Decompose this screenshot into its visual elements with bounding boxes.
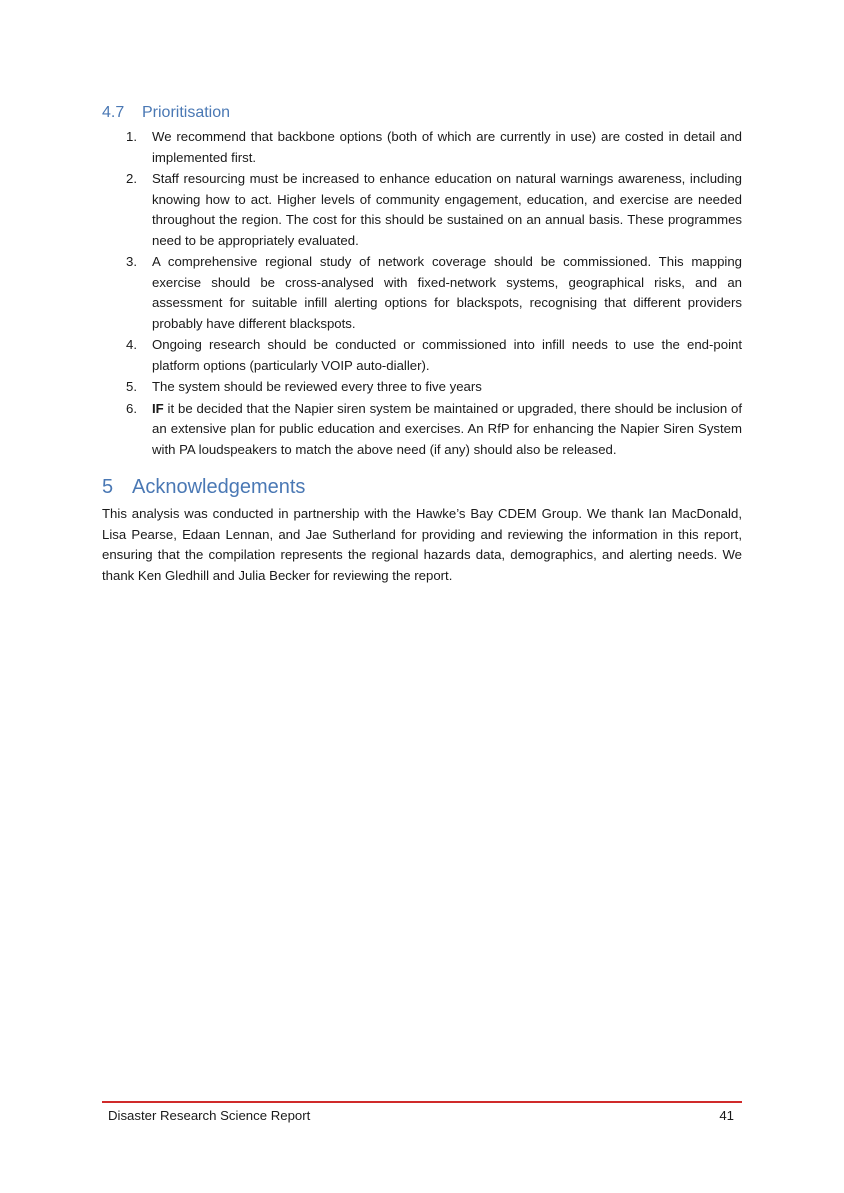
list-marker: 1.	[126, 129, 137, 144]
list-item-text: We recommend that backbone options (both of which are currently in use) are costed in detail and implemented first.	[152, 129, 742, 165]
section-number: 5	[102, 476, 114, 498]
section-heading-4-7	[102, 103, 742, 123]
page-content	[102, 103, 742, 586]
page-footer	[102, 1101, 742, 1125]
section-number: 4.7	[102, 104, 125, 121]
list-item-text: Staff resourcing must be increased to enhance education on natural warnings awareness, including knowing how to act. Higher levels of community engagement, education, and exercise are needed throughout the region. The cost for this should be sustained on an annual basis. These programmes need to be appropriately evaluated.	[152, 171, 742, 248]
list-marker: 4.	[126, 337, 137, 352]
list-item-text: The system should be reviewed every three to five years	[152, 379, 482, 394]
list-marker: 5.	[126, 379, 137, 394]
list-item-text: it be decided that the Napier siren system be maintained or upgraded, there should be inclusion of an extensive plan for public education and exercises. An RfP for enhancing the Napier Siren System with PA loudspeakers to match the above need (if any) should also be released.	[152, 400, 742, 457]
list-marker: 2.	[126, 171, 137, 186]
prioritisation-list	[102, 127, 742, 460]
acknowledgements-paragraph: This analysis was conducted in partnership with the Hawke’s Bay CDEM Group. We thank Ian MacDonald, Lisa Pearse, Edaan Lennan, and Jae Sutherland for providing and reviewing the information in this report, ensuring that the compilation represents the regional hazards data, demographics, and alerting needs. We thank Ken Gledhill and Julia Becker for reviewing the report.	[102, 506, 742, 583]
list-item	[102, 399, 742, 461]
list-marker: 6.	[126, 400, 137, 416]
list-item-text: A comprehensive regional study of network coverage should be commissioned. This mapping exercise should be cross-analysed with fixed-network systems, geographical risks, and an assessment for suitable infill alerting options for blackspots, recognising that different providers probably have different blackspots.	[152, 254, 742, 331]
footer-page-number: 41	[719, 1108, 734, 1123]
list-item	[102, 127, 742, 168]
list-marker: 3.	[126, 254, 137, 269]
section-title: Acknowledgements	[132, 476, 306, 498]
footer-report-name: Disaster Research Science Report	[108, 1108, 311, 1123]
list-item	[102, 169, 742, 251]
list-item	[102, 335, 742, 376]
list-item-text: Ongoing research should be conducted or commissioned into infill needs to use the end-point platform options (particularly VOIP auto-dialler).	[152, 337, 742, 373]
list-item	[102, 252, 742, 334]
section-title: Prioritisation	[142, 104, 231, 121]
section-heading-5	[102, 474, 742, 500]
list-item	[102, 377, 742, 398]
list-item-emphasis: IF	[152, 400, 164, 416]
